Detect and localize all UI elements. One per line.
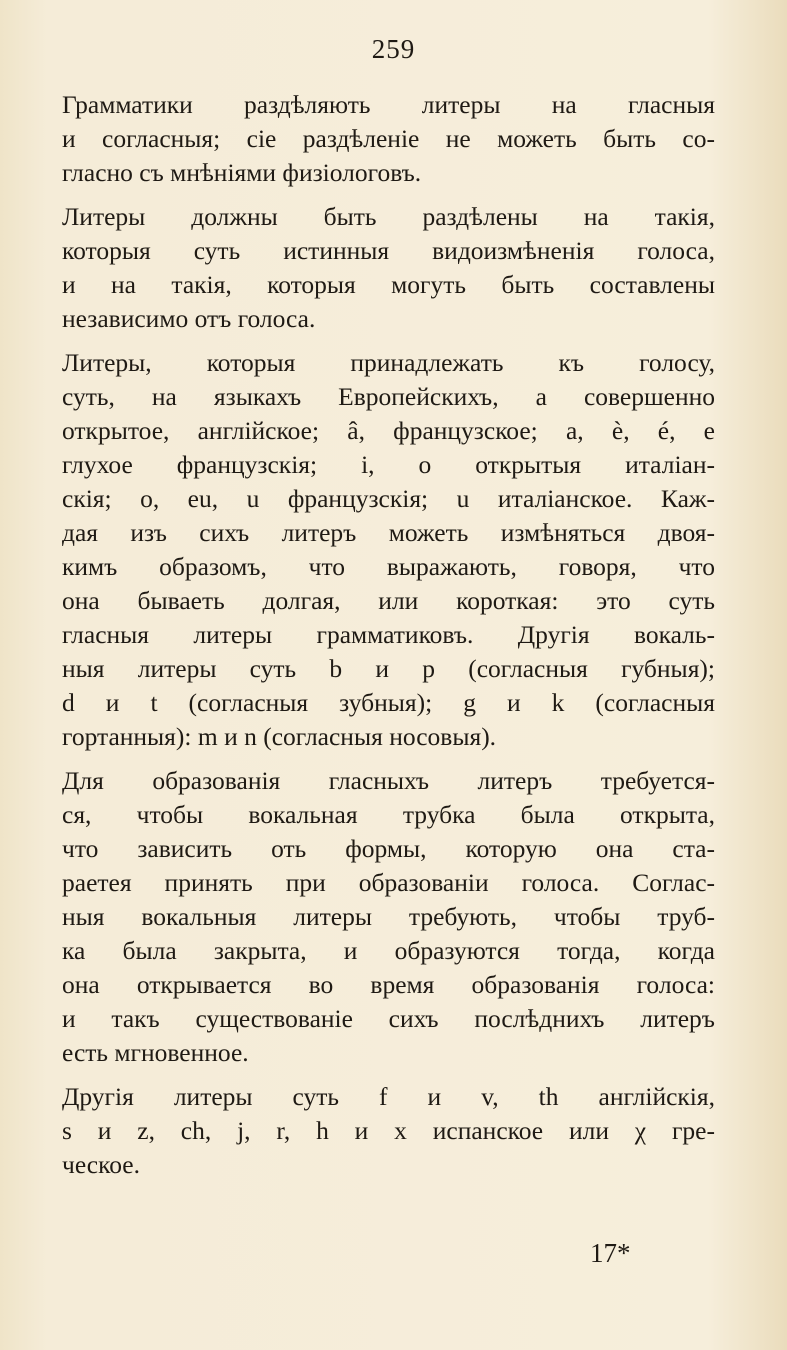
paragraph	[40, 1080, 715, 1182]
paragraph	[40, 764, 715, 1070]
text-line: ныя вокальныя литеры требують, чтобы труб-	[62, 902, 715, 931]
text-line: Грамматики раздѣляють литеры на гласныя	[62, 90, 715, 119]
paragraph	[40, 346, 715, 754]
text-line: скія; o, eu, u французскія; u италіанское. Каж-	[62, 484, 715, 513]
text-line: что зависить оть формы, которую она ста-	[62, 834, 715, 863]
text-line: ческое.	[62, 1150, 140, 1179]
text-line: ся, чтобы вокальная трубка была открыта,	[62, 800, 715, 829]
text-line: Литеры, которыя принадлежать къ голосу,	[62, 348, 715, 377]
text-line: суть, на языкахъ Европейскихъ, a совершенно	[62, 382, 715, 411]
text-line: открытое, англійское; â, французское; a, è, é, e	[62, 416, 715, 445]
text-line: есть мгновенное.	[62, 1038, 249, 1067]
text-line: s и z, ch, j, r, h и x испанское или χ гре-	[62, 1116, 715, 1145]
signature-mark: 17*	[590, 1238, 631, 1268]
text-line: гласныя литеры грамматиковъ. Другія вокаль-	[62, 620, 715, 649]
text-line: глухое французскія; i, o открытыя италіан-	[62, 450, 715, 479]
text-line: гласно съ мнѣніями физіологовъ.	[62, 158, 422, 187]
page-number: 259	[371, 34, 416, 64]
text-line: дая изъ сихъ литеръ можеть измѣняться двоя-	[62, 518, 715, 547]
text-line: d и t (согласныя зубныя); g и k (согласныя	[62, 688, 715, 717]
paragraph	[40, 200, 715, 336]
text-line: ныя литеры суть b и p (согласныя губныя);	[62, 654, 715, 683]
text-line: и согласныя; сіе раздѣленіе не можеть быть со-	[62, 124, 715, 153]
text-line: и такъ существованіе сихъ послѣднихъ литеръ	[62, 1004, 715, 1033]
text-line: ка была закрыта, и образуются тогда, когда	[62, 936, 715, 965]
text-line: Для образованія гласныхъ литеръ требуется-	[62, 766, 715, 795]
body-text	[40, 88, 715, 1192]
text-line: раетея принять при образованіи голоса. Соглас-	[62, 868, 715, 897]
text-line: она открывается во время образованія голоса:	[62, 970, 715, 999]
text-line: независимо отъ голоса.	[62, 304, 316, 333]
text-line: которыя суть истинныя видоизмѣненія голоса,	[62, 236, 715, 265]
paragraph	[40, 88, 715, 190]
text-line: она бываеть долгая, или короткая: это суть	[62, 586, 715, 615]
text-line: Другія литеры суть f и v, th англійскія,	[62, 1082, 715, 1111]
text-line: гортанныя): m и n (согласныя носовыя).	[62, 722, 497, 751]
text-line: кимъ образомъ, что выражають, говоря, что	[62, 552, 715, 581]
text-line: Литеры должны быть раздѣлены на такія,	[62, 202, 715, 231]
text-line: и на такія, которыя могуть быть составлены	[62, 270, 715, 299]
